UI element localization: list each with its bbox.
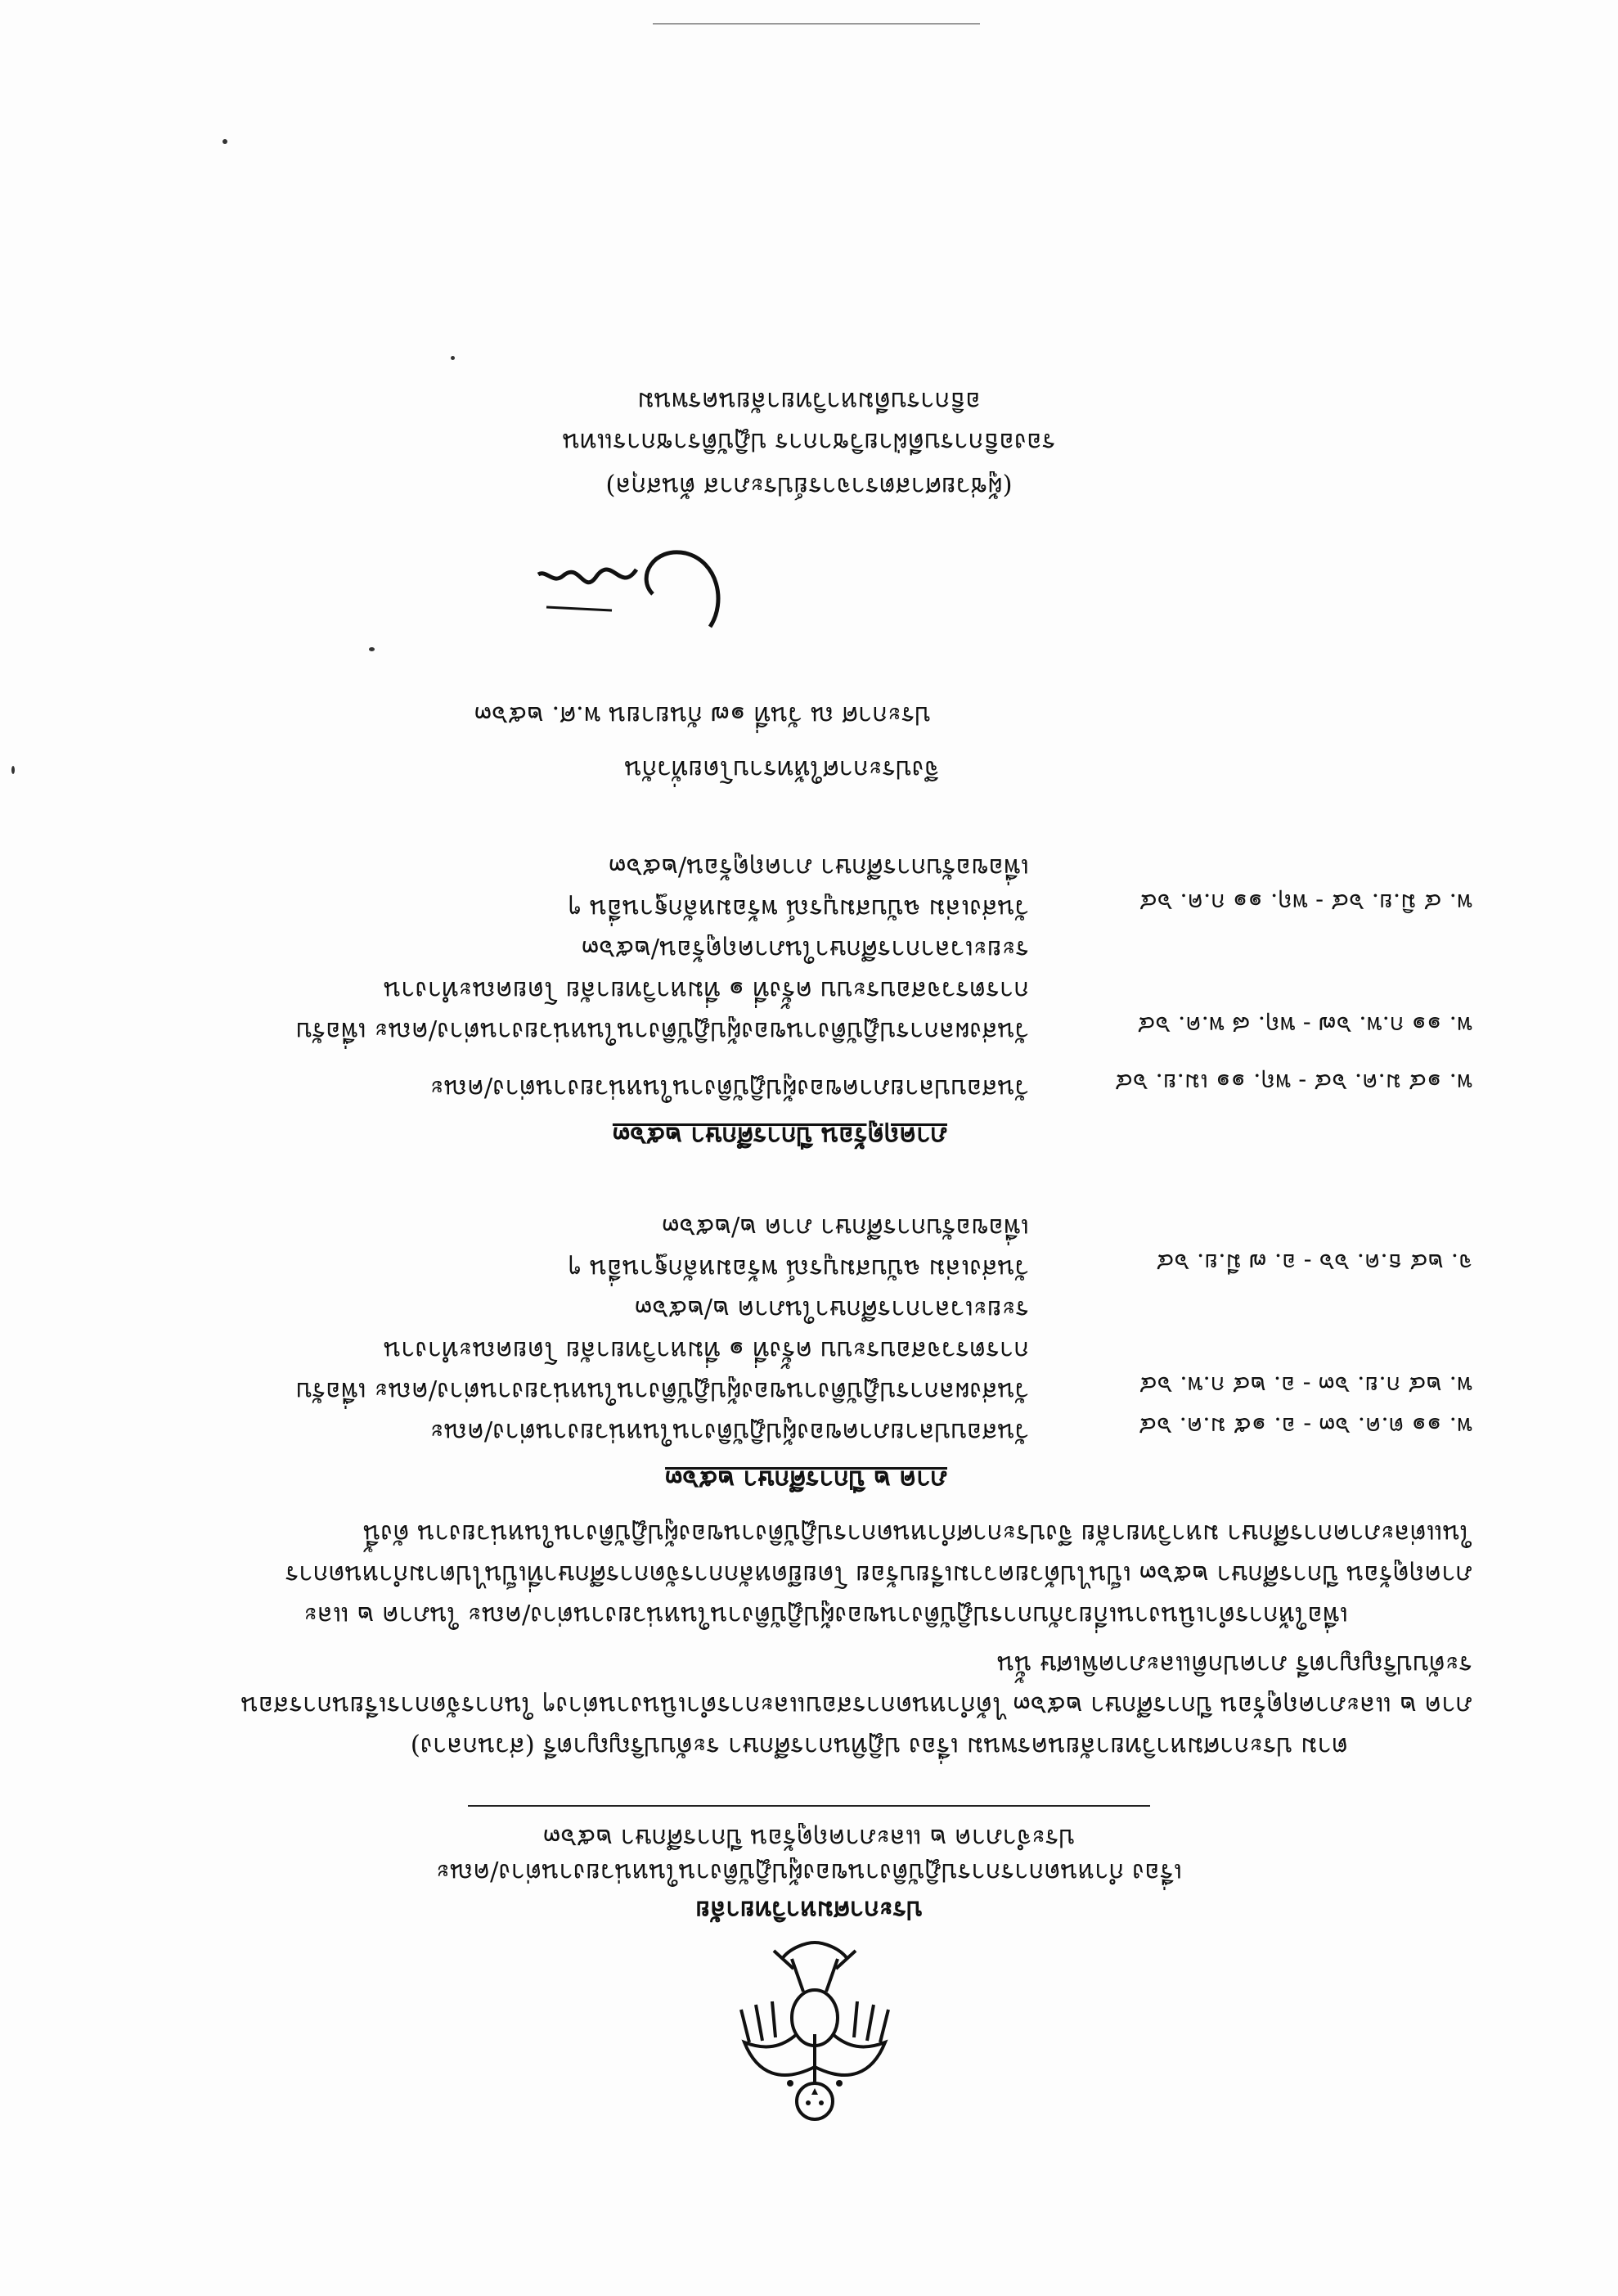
summer-row-5-text: วันส่งเล่ม ฉบับสมบูรณ์ พร้อมหลักฐานอื่น ๆ — [568, 894, 1029, 923]
scan-speck — [11, 766, 15, 774]
closing-notice: จึงประกาศให้ทราบโดยทั่วกัน — [624, 754, 939, 784]
summer-row-1-text: วันสอบปลายภาคของผู้ปฏิบัติงานในหน่วยงานต่าง/คณะ — [429, 1074, 1029, 1103]
subject-line-2: ประจำภาค ๒ และภาคฤดูร้อน ปีการศึกษา ๒๕๖๓ — [542, 1823, 1076, 1853]
signer-position-1: รองอธิการบดีฝ่ายวิชาการ ปฏิบัติราชการแทน — [562, 427, 1056, 457]
semester-2-row-6-text: เพื่อขอรับการศึกษา ภาค ๒/๒๕๖๓ — [662, 1213, 1029, 1242]
semester-2-row-1-date: พ. ๑๑ ต.ค. ๖๓ - อ. ๑๕ ม.ค. ๖๔ — [1139, 1412, 1472, 1440]
summer-row-1-date: พ. ๑๔ ม.ค. ๖๔ - พฤ. ๑๑ เม.ย. ๖๔ — [1114, 1069, 1472, 1096]
scan-edge-mark — [653, 23, 980, 25]
summer-row-5-date: พ. ๔ มิ.ย. ๖๔ - พฤ. ๑๑ ก.ค. ๖๔ — [1139, 889, 1472, 916]
summer-heading: ภาคฤดูร้อน ปีการศึกษา ๒๕๖๓ — [612, 1121, 947, 1150]
semester-2-heading: ภาค ๒ ปีการศึกษา ๒๕๖๓ — [665, 1465, 947, 1494]
paragraph-1-line-3: ระดับปริญญาตรี ภาคปกติและภาคพิเศษ นั้น — [996, 1650, 1472, 1679]
signer-position-2: อธิการบดีมหาวิทยาลัยนครพนม — [637, 386, 981, 416]
announcement-title: ประกาศมหาวิทยาลัย — [695, 1895, 923, 1925]
title-divider — [468, 1805, 1150, 1807]
semester-2-row-3-text: การตรวจสอบระบบ ครั้งที่ ๑ ที่มหาวิทยาลัย โดยคณะทำงาน — [383, 1335, 1029, 1365]
semester-2-row-1-text: วันสอบปลายภาคของผู้ปฏิบัติงานในหน่วยงานต่าง/คณะ — [429, 1417, 1029, 1447]
paragraph-1-line-2: ภาค ๒ และภาคฤดูร้อน ปีการศึกษา ๒๕๖๓ ได้กำหนดการสอบและการดำเนินงานต่างๆ ในการจัดการเรียนการสอน — [240, 1690, 1472, 1720]
summer-row-2-text: วันส่งผลการปฏิบัติงานของผู้ปฏิบัติงานในหน่วยงานต่าง/คณะ เพื่อรับ — [295, 1016, 1029, 1046]
scan-speck — [222, 139, 227, 144]
semester-2-row-2-text: วันส่งผลการปฏิบัติงานของผู้ปฏิบัติงานในหน่วยงานต่าง/คณะ เพื่อรับ — [295, 1376, 1029, 1406]
summer-row-6-text: เพื่อขอรับการศึกษา ภาคฤดูร้อน/๒๕๖๓ — [609, 853, 1029, 882]
paragraph-2-line-3: ในแต่ละภาคการศึกษา มหาวิทยาลัย จึงประกาศกำหนดการปฏิบัติงานของผู้ปฏิบัติงานในหน่วยงาน ดังนี้ — [363, 1519, 1472, 1548]
subject-line-1: เรื่อง กำหนดการการปฏิบัติงานของผู้ปฏิบัติงานในหน่วยงานต่าง/คณะ — [435, 1857, 1183, 1887]
semester-2-row-5-text: วันส่งเล่ม ฉบับสมบูรณ์ พร้อมหลักฐานอื่น ๆ — [568, 1254, 1029, 1283]
paragraph-1-line-1: ตาม ประกาศมหาวิทยาลัยนครพนม เรื่อง ปฏิทินการศึกษา ระดับปริญญาตรี (ส่วนกลาง) — [410, 1731, 1348, 1761]
semester-2-row-5-date: จ. ๒๔ ธ.ค. ๖๖ - อ. ๗ มี.ย. ๖๔ — [1156, 1249, 1472, 1276]
scan-speck — [369, 647, 375, 651]
semester-2-row-4-text: ระยะเวลาการศึกษาในภาค ๒/๒๕๖๓ — [634, 1294, 1029, 1324]
summer-row-4-text: ระยะเวลาการศึกษาในภาคฤดูร้อน/๒๕๖๓ — [581, 934, 1029, 964]
paragraph-2-line-1: เพื่อให้การดำเนินงานเกี่ยวกับการปฏิบัติงานของผู้ปฏิบัติงานในหน่วยงานต่าง/คณะ ในภาค ๒ และ — [303, 1600, 1348, 1630]
paragraph-2-line-2: ภาคฤดูร้อน ปีการศึกษา ๒๕๖๓ เป็นไปด้วยความเรียบร้อย โดยยึดหลักการจัดการศึกษาที่เป็นไปตามกำหนดการ — [285, 1560, 1472, 1589]
semester-2-row-2-date: พ. ๒๔ ก.ย. ๖๓ - อ. ๒๔ ก.พ. ๖๔ — [1139, 1371, 1472, 1399]
closing-date: ประกาศ ณ วันที่ ๑๗ กันยายน พ.ศ. ๒๕๖๓ — [474, 700, 931, 730]
signature — [522, 537, 735, 643]
garuda-emblem-icon — [733, 1936, 897, 2132]
summer-row-2-date: พ. ๑๑ ก.พ. ๖๗ - พฤ. ๘ พ.ค. ๖๔ — [1137, 1011, 1472, 1039]
scan-speck — [451, 356, 455, 360]
summer-row-3-text: การตรวจสอบระบบ ครั้งที่ ๑ ที่มหาวิทยาลัย โดยคณะทำงาน — [383, 975, 1029, 1005]
signer-name: (ผู้ช่วยศาสตราจารย์ประภาส ต้นสกุล) — [605, 471, 1013, 501]
